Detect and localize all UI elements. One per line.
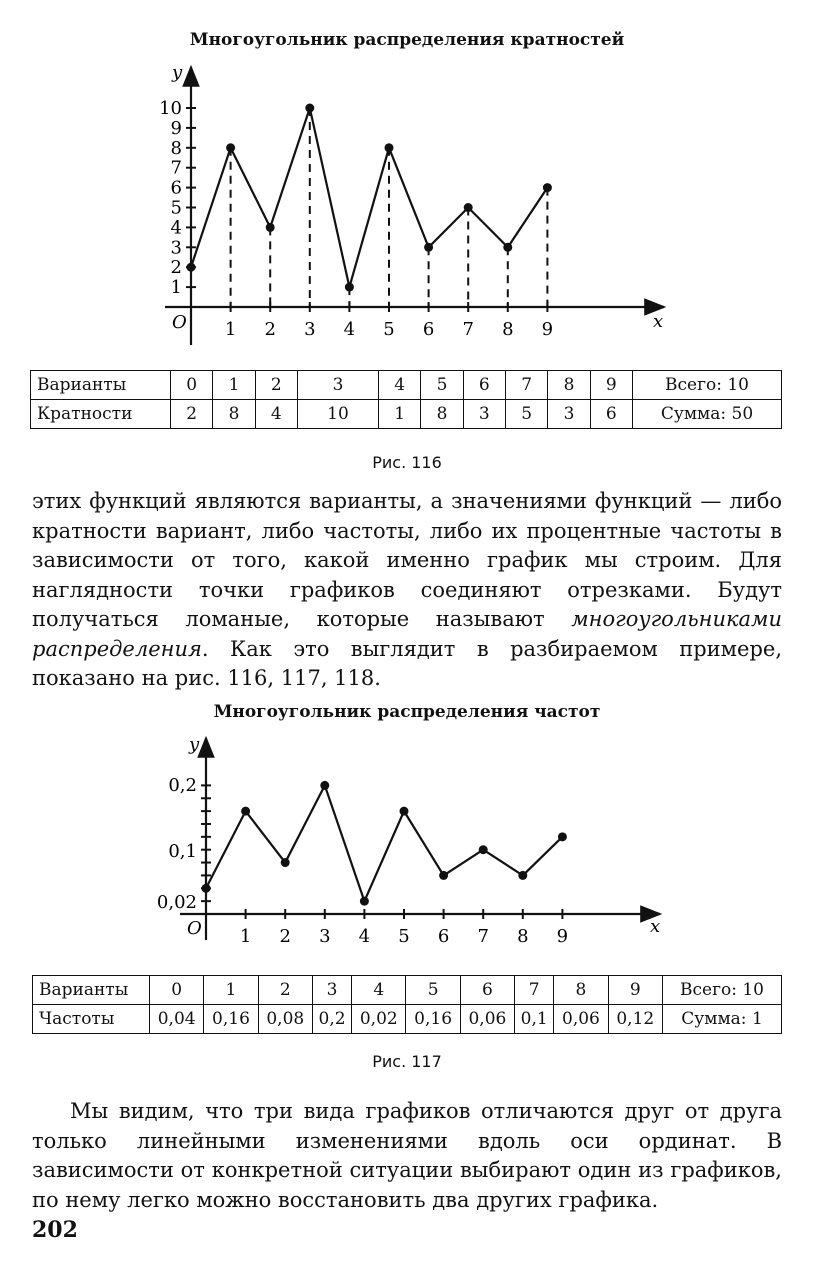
table-cell: 7 [505, 371, 547, 400]
x-tick-label: 7 [462, 319, 474, 340]
x-tick-label: 2 [279, 926, 291, 947]
y-tick-label: 9 [170, 117, 182, 139]
table-cell: 8 [213, 400, 255, 429]
y-tick-label: 10 [159, 98, 182, 119]
y-tick-label: 4 [170, 217, 182, 239]
figure2-title: Многоугольник распределения частот [213, 702, 601, 722]
x-tick-label: 3 [304, 319, 316, 340]
table-cell: 4 [379, 371, 421, 400]
figure1-table [30, 370, 782, 429]
body-paragraph-1 [32, 487, 782, 694]
data-point [439, 871, 448, 880]
figure1-chart [0, 55, 814, 355]
figure1-polygon-line [191, 108, 547, 287]
y-tick-label: 3 [170, 237, 182, 259]
y-tick-label: 1 [170, 277, 182, 299]
x-tick-label: 4 [358, 926, 371, 947]
figure1-y-label: y [172, 62, 183, 83]
data-point [345, 283, 354, 292]
table-cell: 10 [297, 400, 378, 429]
table-row-label: Варианты [33, 976, 150, 1005]
x-tick-label: 1 [239, 926, 252, 947]
figure1-points [187, 104, 552, 292]
table-cell: 5 [505, 400, 547, 429]
x-tick-label: 9 [541, 319, 554, 340]
data-point [424, 243, 433, 252]
table-cell: 0,06 [460, 1005, 514, 1034]
figure1-title: Многоугольник распределения кратностей [189, 30, 625, 50]
paragraph-text: этих функций являются варианты, а значениями функций — либо кратности вариант, либо частоты, либо их процентные частоты в зависимости от того, какой именно график мы строим. Для наглядности точки графиков соединяют отрезками. Будут получаться ломаные, которые называют [32, 489, 782, 631]
y-tick-label: 2 [170, 257, 182, 279]
table-cell: 0,16 [406, 1005, 460, 1034]
figure2-y-tick-label: 0,02 [156, 892, 197, 913]
table-cell: 6 [460, 976, 514, 1005]
figure1-x-label: x [653, 311, 664, 332]
table-cell: 0 [150, 976, 204, 1005]
figure2-y-tick-label: 0,2 [168, 775, 197, 796]
x-tick-label: 9 [556, 926, 569, 947]
y-tick-label: 7 [170, 157, 182, 179]
data-point [266, 223, 275, 232]
figure1-caption: Рис. 116 [372, 453, 442, 472]
table-total: Сумма: 50 [633, 400, 782, 429]
figure2-origin: O [187, 918, 202, 939]
table-cell: 3 [463, 400, 505, 429]
figure2-y-label: y [189, 734, 200, 755]
table-row-label: Частоты [33, 1005, 150, 1034]
table-cell: 0,08 [258, 1005, 312, 1034]
y-tick-label: 5 [170, 197, 182, 219]
figure1-origin: O [172, 312, 187, 333]
table-cell: 9 [608, 976, 662, 1005]
table-row [33, 1005, 782, 1034]
data-point [518, 871, 527, 880]
page-number: 202 [32, 1217, 78, 1243]
table-total: Сумма: 1 [663, 1005, 782, 1034]
table-row [31, 400, 782, 429]
x-tick-label: 3 [319, 926, 331, 947]
x-tick-label: 6 [422, 319, 435, 340]
table-cell: 4 [352, 976, 406, 1005]
table-cell: 0,2 [312, 1005, 351, 1034]
figure2-y-tick-label: 0,1 [168, 841, 197, 862]
x-tick-label: 1 [224, 319, 237, 340]
paragraph-term: многоугольниками распределения [32, 607, 782, 661]
table-cell: 2 [255, 371, 297, 400]
table-row [33, 976, 782, 1005]
data-point [241, 807, 250, 816]
data-point [385, 143, 394, 152]
x-tick-label: 6 [437, 926, 450, 947]
x-tick-label: 2 [264, 319, 276, 340]
table-cell: 0,1 [515, 1005, 554, 1034]
table-cell: 8 [554, 976, 608, 1005]
table-row-label: Кратности [31, 400, 171, 429]
table-cell: 0,12 [608, 1005, 662, 1034]
figure2-polygon-line [206, 785, 562, 901]
y-tick-label: 6 [170, 177, 182, 199]
figure2-chart [0, 733, 814, 948]
table-cell: 3 [312, 976, 351, 1005]
table-cell: 3 [548, 400, 590, 429]
x-tick-label: 7 [477, 926, 489, 947]
table-cell: 5 [421, 371, 463, 400]
data-point [503, 243, 512, 252]
x-tick-label: 8 [502, 319, 514, 340]
x-tick-label: 8 [517, 926, 529, 947]
figure2-caption: Рис. 117 [372, 1052, 442, 1071]
figure2-table [32, 975, 782, 1034]
x-tick-label: 5 [383, 319, 395, 340]
table-cell: 6 [590, 400, 632, 429]
table-cell: 1 [204, 976, 258, 1005]
table-cell: 1 [379, 400, 421, 429]
table-cell: 9 [590, 371, 632, 400]
table-cell: 0 [171, 371, 213, 400]
table-cell: 0,16 [204, 1005, 258, 1034]
y-tick-label: 8 [170, 137, 182, 159]
table-cell: 0,02 [352, 1005, 406, 1034]
table-cell: 2 [258, 976, 312, 1005]
x-tick-label: 5 [398, 926, 410, 947]
table-cell: 4 [255, 400, 297, 429]
figure2-points [202, 781, 567, 906]
table-cell: 8 [421, 400, 463, 429]
data-point [400, 807, 409, 816]
data-point [320, 781, 329, 790]
data-point [202, 884, 211, 893]
data-point [543, 183, 552, 192]
table-cell: 7 [515, 976, 554, 1005]
figure2-x-label: x [650, 916, 661, 937]
data-point [558, 832, 567, 841]
data-point [305, 104, 314, 113]
table-cell: 6 [463, 371, 505, 400]
table-total: Всего: 10 [663, 976, 782, 1005]
table-row [31, 371, 782, 400]
table-cell: 2 [171, 400, 213, 429]
data-point [479, 845, 488, 854]
figure1-dashed-lines [231, 108, 548, 307]
data-point [187, 263, 196, 272]
table-row-label: Варианты [31, 371, 171, 400]
data-point [281, 858, 290, 867]
table-cell: 0,06 [554, 1005, 608, 1034]
data-point [360, 897, 369, 906]
table-cell: 8 [548, 371, 590, 400]
body-paragraph-2: Мы видим, что три вида графиков отличаются друг от друга только линейными изменениями вдоль оси ординат. В зависимости от конкретной ситуации выбирают один из графиков, по нему легко можно восстановить два других графика. [32, 1099, 782, 1212]
table-cell: 5 [406, 976, 460, 1005]
table-cell: 3 [297, 371, 378, 400]
table-cell: 1 [213, 371, 255, 400]
table-total: Всего: 10 [633, 371, 782, 400]
data-point [464, 203, 473, 212]
x-tick-label: 4 [343, 319, 356, 340]
table-cell: 0,04 [150, 1005, 204, 1034]
paragraph-text: . Как это выглядит в разбираемом примере, показано на рис. 116, 117, 118. [32, 636, 782, 690]
data-point [226, 143, 235, 152]
